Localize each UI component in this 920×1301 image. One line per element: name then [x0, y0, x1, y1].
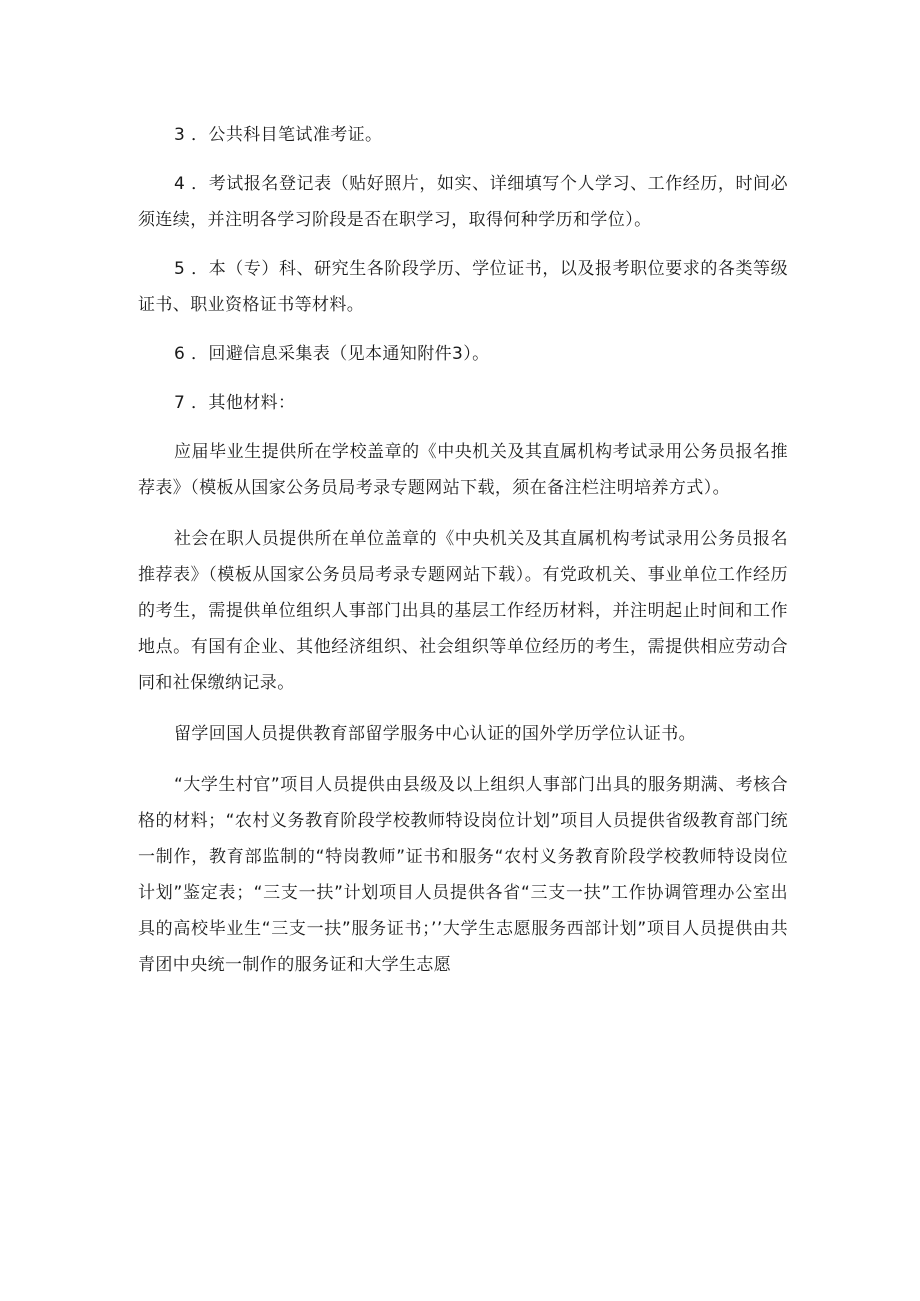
paragraph-item-4: 4 ．考试报名登记表（贴好照片，如实、详细填写个人学习、工作经历，时间必须连续，并注明各学习阶段是否在职学习，取得何种学历和学位）。 [138, 174, 788, 230]
paragraph-item-6: 6 ．回避信息采集表（见本通知附件3）。 [174, 344, 490, 364]
paragraph-returnees: 留学回国人员提供教育部留学服务中心认证的国外学历学位认证书。 [174, 724, 696, 744]
paragraph-item-5: 5 ．本（专）科、研究生各阶段学历、学位证书，以及报考职位要求的各类等级证书、职业资格证书等材料。 [138, 259, 788, 315]
paragraph-item-3: 3 ．公共科目笔试准考证。 [174, 125, 383, 145]
paragraph-projects: “大学生村官”项目人员提供由县级及以上组织人事部门出具的服务期满、考核合格的材料；“农村义务教育阶段学校教师特设岗位计划”项目人员提供省级教育部门统一制作，教育部监制的“特岗教师”证书和服务“农村义务教育阶段学校教师特设岗位计划”鉴定表；“三支一扶”计划项目人员提供各省“三支一扶”工作协调管理办公室出具的高校毕业生“三支一扶”服务证书；’’大学生志愿服务西部计划”项目人员提供由共青团中央统一制作的服务证和大学生志愿 [138, 775, 788, 975]
paragraph-item-7: 7 ．其他材料： [174, 393, 296, 413]
paragraph-employed: 社会在职人员提供所在单位盖章的《中央机关及其直属机构考试录用公务员报名推荐表》（模板从国家公务员局考录专题网站下载）。有党政机关、事业单位工作经历的考生，需提供单位组织人事部门出具的基层工作经历材料，并注明起止时间和工作地点。有国有企业、其他经济组织、社会组织等单位经历的考生，需提供相应劳动合同和社保缴纳记录。 [138, 529, 788, 693]
document-body [138, 117, 788, 983]
paragraph-graduates: 应届毕业生提供所在学校盖章的《中央机关及其直属机构考试录用公务员报名推荐表》（模板从国家公务员局考录专题网站下载，须在备注栏注明培养方式）。 [138, 442, 788, 498]
